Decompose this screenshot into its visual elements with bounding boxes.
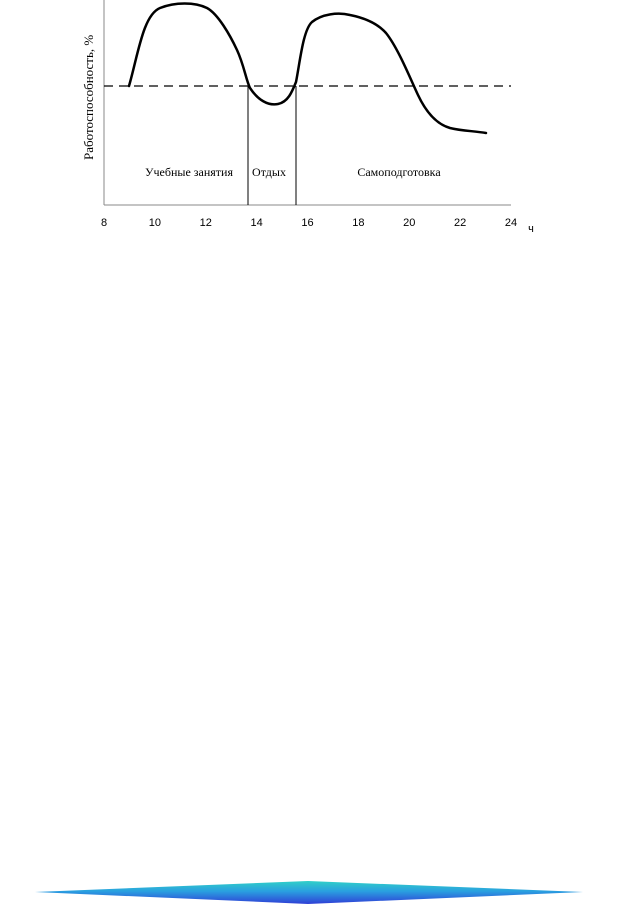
x-tick-label: 14 <box>250 217 263 229</box>
x-tick-label: 18 <box>352 217 365 229</box>
performance-curve <box>129 4 486 134</box>
footer-diamond-decoration <box>0 870 617 910</box>
x-tick-label: 12 <box>199 217 212 229</box>
region-label-rest: Отдых <box>252 165 286 179</box>
region-label-selfstudy: Самоподготовка <box>357 165 441 179</box>
performance-chart <box>0 0 617 260</box>
x-tick-label: 10 <box>148 217 162 229</box>
region-label-study: Учебные занятия <box>145 165 233 179</box>
x-tick-label: 22 <box>453 217 467 229</box>
x-tick-label: 24 <box>504 217 518 229</box>
x-axis-unit-label: ч <box>528 223 534 235</box>
x-tick-label: 20 <box>403 217 416 229</box>
y-axis-label: Работоспособность, % <box>81 34 96 160</box>
x-tick-label: 8 <box>100 217 108 229</box>
x-axis-ticks <box>101 217 517 229</box>
footer-diamond <box>35 881 583 904</box>
x-tick-label: 16 <box>301 217 314 229</box>
